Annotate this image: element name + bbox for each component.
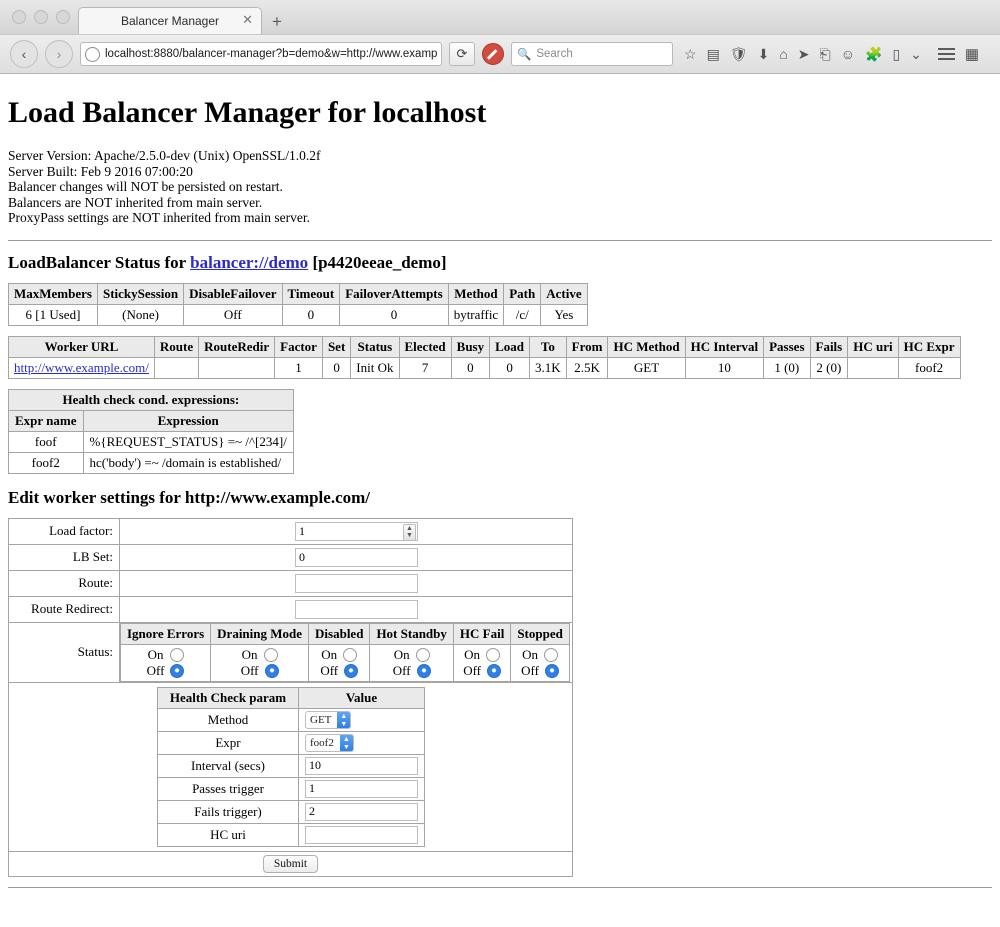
ignore-errors-on-row[interactable] <box>127 647 204 663</box>
draining-mode-on-radio[interactable] <box>264 648 278 662</box>
menu-button[interactable] <box>938 48 955 60</box>
submit-button[interactable]: Submit <box>263 855 318 873</box>
hc-param-interval-label: Interval (secs) <box>158 754 299 777</box>
hc-param-fails-label: Fails trigger) <box>158 800 299 823</box>
maximize-window-button[interactable] <box>56 10 70 24</box>
hc-expr-select[interactable] <box>305 734 354 752</box>
hc-param-uri-cell <box>299 823 425 846</box>
balancer-heading-prefix: LoadBalancer Status for <box>8 252 191 272</box>
col-hc-value: Value <box>299 687 425 708</box>
table-header-row <box>9 336 961 357</box>
table-row <box>9 357 961 378</box>
cell-failoverattempts: 0 <box>340 304 448 325</box>
hc-param-passes-label: Passes trigger <box>158 777 299 800</box>
table-row <box>158 731 425 754</box>
hc-param-fails-cell <box>299 800 425 823</box>
smiley-icon[interactable]: ☺ <box>840 46 856 62</box>
hc-param-uri-label: HC uri <box>158 823 299 846</box>
col-timeout: Timeout <box>282 283 340 304</box>
table-header-row <box>9 410 294 431</box>
divider <box>8 887 992 888</box>
table-header-row <box>158 687 425 708</box>
label-status: Status: <box>9 622 120 682</box>
address-bar[interactable] <box>80 42 442 66</box>
disabled-on-radio[interactable] <box>343 648 357 662</box>
col-hc-uri: HC uri <box>848 336 898 357</box>
worker-url-link[interactable]: http://www.example.com/ <box>14 359 149 375</box>
col-failoverattempts: FailoverAttempts <box>340 283 448 304</box>
form-row-health-check <box>9 682 573 851</box>
load-factor-input-wrap <box>295 522 418 541</box>
table-row <box>158 777 425 800</box>
search-input[interactable] <box>511 42 673 66</box>
cell-route <box>154 357 198 378</box>
stopped-on-row[interactable] <box>517 647 563 663</box>
form-row-route-redirect <box>9 596 573 622</box>
ignore-errors-off-row[interactable] <box>127 663 204 679</box>
disabled-off-row[interactable] <box>315 663 363 679</box>
field-route-cell <box>120 570 573 596</box>
health-check-expressions-table <box>8 389 294 474</box>
toggle-stopped[interactable] <box>511 644 570 681</box>
cell-from: 2.5K <box>566 357 608 378</box>
spinner-icon[interactable]: ▲ ▼ <box>403 524 416 541</box>
table-row <box>158 800 425 823</box>
hc-interval-input[interactable] <box>305 757 418 775</box>
globe-icon <box>85 47 100 62</box>
disabled-off-radio[interactable] <box>344 664 358 678</box>
chevron-down-icon[interactable]: ▲ ▼ <box>337 712 350 728</box>
col-route: Route <box>154 336 198 357</box>
field-route-redirect-cell <box>120 596 573 622</box>
table-row <box>158 708 425 731</box>
toolbar-icons <box>684 45 979 63</box>
cell-expression: %{REQUEST_STATUS} =~ /^[234]/ <box>83 431 293 452</box>
hot-standby-on-radio[interactable] <box>416 648 430 662</box>
col-expr-name: Expr name <box>9 410 84 431</box>
table-row <box>9 431 294 452</box>
cell-stickysession: (None) <box>97 304 183 325</box>
proxypass-note: ProxyPass settings are NOT inherited from main server. <box>8 210 310 225</box>
toggle-ignore-errors[interactable] <box>121 644 211 681</box>
col-set: Set <box>322 336 350 357</box>
off-label: Off <box>521 662 539 678</box>
col-routeredir: RouteRedir <box>199 336 275 357</box>
hc-fail-on-radio[interactable] <box>486 648 500 662</box>
hc-fail-off-radio[interactable] <box>487 664 501 678</box>
hc-param-expr-label: Expr <box>158 731 299 754</box>
cell-factor: 1 <box>275 357 323 378</box>
hc-fails-input[interactable] <box>305 803 418 821</box>
on-label: On <box>393 646 410 662</box>
hc-method-value: GET <box>310 713 332 726</box>
window-traffic-lights[interactable] <box>12 10 70 24</box>
cell-expr-name: foof <box>9 431 84 452</box>
col-hc-interval: HC Interval <box>685 336 764 357</box>
label-load-factor: Load factor: <box>9 518 120 544</box>
draining-mode-on-row[interactable] <box>217 647 302 663</box>
submit-cell <box>9 851 573 876</box>
label-route-redirect: Route Redirect: <box>9 596 120 622</box>
persist-note: Balancer changes will NOT be persisted on restart. <box>8 179 283 194</box>
bookmark-star-icon[interactable]: ☆ <box>684 45 697 62</box>
balancer-summary-table <box>8 283 588 326</box>
cell-load: 0 <box>490 357 530 378</box>
col-hc-param: Health Check param <box>158 687 299 708</box>
table-header-row <box>121 623 570 644</box>
col-passes: Passes <box>764 336 810 357</box>
col-draining-mode: Draining Mode <box>211 623 309 644</box>
col-hot-standby: Hot Standby <box>370 623 453 644</box>
hc-uri-input[interactable] <box>305 826 418 844</box>
field-lb-set-cell <box>120 544 573 570</box>
cell-to: 3.1K <box>530 357 567 378</box>
extension-icon[interactable]: 🧩 <box>865 45 883 62</box>
cell-routeredir <box>199 357 275 378</box>
forward-button[interactable]: › <box>45 40 73 68</box>
stopped-off-row[interactable] <box>517 663 563 679</box>
balancer-heading-suffix: [p4420eeae_demo] <box>308 252 447 272</box>
off-label: Off <box>320 662 339 678</box>
cell-path: /c/ <box>504 304 541 325</box>
edit-worker-heading: Edit worker settings for http://www.example.com/ <box>8 487 371 507</box>
table-caption-row <box>9 389 294 410</box>
cell-hc-uri <box>848 357 898 378</box>
block-content-icon[interactable] <box>482 43 504 65</box>
cell-worker-url <box>9 357 155 378</box>
inherit-note: Balancers are NOT inherited from main server. <box>8 194 263 210</box>
hc-param-method-label: Method <box>158 708 299 731</box>
col-busy: Busy <box>451 336 489 357</box>
col-stopped: Stopped <box>511 623 570 644</box>
col-method: Method <box>448 283 504 304</box>
health-check-params-cell <box>9 682 573 851</box>
chevron-down-icon[interactable]: ⌄ <box>910 45 922 62</box>
hc-passes-input[interactable] <box>305 780 418 798</box>
cell-method: bytraffic <box>448 304 504 325</box>
server-built: Server Built: Feb 9 2016 07:00:20 <box>8 163 193 179</box>
on-label: On <box>321 646 338 662</box>
field-load-factor-cell <box>120 518 573 544</box>
status-radio-row <box>121 644 570 681</box>
download-icon[interactable]: ⬇ <box>757 45 770 62</box>
hc-fail-on-row[interactable] <box>460 647 504 663</box>
status-cell <box>120 622 573 682</box>
tab-title: Balancer Manager <box>120 14 220 28</box>
balancer-status-heading <box>8 253 992 273</box>
off-label: Off <box>146 662 165 678</box>
toggle-draining-mode[interactable] <box>211 644 309 681</box>
col-maxmembers: MaxMembers <box>9 283 98 304</box>
hot-standby-off-row[interactable] <box>376 663 446 679</box>
route-input[interactable] <box>295 574 418 593</box>
cell-hc-interval: 10 <box>685 357 764 378</box>
back-button[interactable]: ‹ <box>10 40 38 68</box>
home-icon[interactable]: ⌂ <box>779 46 788 62</box>
page-title: Load Balancer Manager for localhost <box>8 96 487 129</box>
cell-status: Init Ok <box>351 357 399 378</box>
draining-mode-off-radio[interactable] <box>265 664 279 678</box>
col-to: To <box>530 336 567 357</box>
lb-set-input[interactable] <box>295 548 418 567</box>
ignore-errors-on-radio[interactable] <box>170 648 184 662</box>
load-factor-input[interactable] <box>295 522 418 541</box>
cell-timeout: 0 <box>282 304 340 325</box>
disabled-on-row[interactable] <box>315 647 363 663</box>
hc-param-passes-cell <box>299 777 425 800</box>
form-row-load-factor <box>9 518 573 544</box>
hot-standby-on-row[interactable] <box>376 647 446 663</box>
cell-expr-name: foof2 <box>9 452 84 473</box>
balancer-link[interactable]: balancer://demo <box>190 252 309 272</box>
hc-fail-off-row[interactable] <box>460 663 504 679</box>
table-row <box>158 754 425 777</box>
cell-busy: 0 <box>451 357 489 378</box>
toggle-hc-fail[interactable] <box>453 644 510 681</box>
col-from: From <box>566 336 608 357</box>
chevron-down-icon[interactable]: ▲ ▼ <box>340 735 353 751</box>
col-expression: Expression <box>83 410 293 431</box>
stopped-off-radio[interactable] <box>545 664 559 678</box>
apps-grid-icon[interactable]: ▦ <box>964 46 980 63</box>
on-label: On <box>522 646 539 662</box>
col-path: Path <box>504 283 541 304</box>
col-hc-fail: HC Fail <box>453 623 510 644</box>
browser-chrome <box>0 0 1000 74</box>
col-factor: Factor <box>275 336 323 357</box>
worker-table <box>8 336 961 379</box>
cell-hc-method: GET <box>608 357 685 378</box>
health-check-params-table <box>157 687 425 847</box>
table-row <box>9 304 588 325</box>
server-version: Server Version: Apache/2.5.0-dev (Unix) OpenSSL/1.0.2f <box>8 148 321 163</box>
cell-fails: 2 (0) <box>810 357 848 378</box>
status-toggles-table <box>120 623 570 682</box>
cell-active: Yes <box>541 304 587 325</box>
pocket-icon[interactable]: ⎗ <box>819 45 831 62</box>
col-fails: Fails <box>810 336 848 357</box>
col-hc-method: HC Method <box>608 336 685 357</box>
reader-view-icon[interactable]: ▤ <box>706 45 720 62</box>
cell-set: 0 <box>322 357 350 378</box>
col-load: Load <box>490 336 530 357</box>
server-info <box>8 148 992 226</box>
on-label: On <box>147 646 164 662</box>
hc-param-expr-cell <box>299 731 425 754</box>
edit-worker-form <box>8 518 573 877</box>
col-hc-expr: HC Expr <box>898 336 960 357</box>
reload-button[interactable]: ⟳ <box>449 42 475 66</box>
close-icon[interactable]: ✕ <box>242 12 253 27</box>
divider <box>8 240 992 241</box>
cell-hc-expr: foof2 <box>898 357 960 378</box>
cell-expression: hc('body') =~ /domain is established/ <box>83 452 293 473</box>
window-titlebar <box>0 0 1000 34</box>
route-redirect-input[interactable] <box>295 600 418 619</box>
cell-maxmembers: 6 [1 Used] <box>9 304 98 325</box>
form-row-lb-set <box>9 544 573 570</box>
cell-passes: 1 (0) <box>764 357 810 378</box>
draining-mode-off-row[interactable] <box>217 663 302 679</box>
toggle-disabled[interactable] <box>309 644 370 681</box>
hc-method-select[interactable] <box>305 711 351 729</box>
on-label: On <box>241 646 258 662</box>
off-label: Off <box>463 662 481 678</box>
stopped-on-radio[interactable] <box>544 648 558 662</box>
navigation-toolbar <box>0 34 1000 73</box>
hc-param-method-cell <box>299 708 425 731</box>
label-lb-set: LB Set: <box>9 544 120 570</box>
col-ignore-errors: Ignore Errors <box>121 623 211 644</box>
shield-icon[interactable]: 🛡 <box>729 45 748 62</box>
col-elected: Elected <box>399 336 451 357</box>
hc-expr-value: foof2 <box>310 736 334 749</box>
hc-param-interval-cell <box>299 754 425 777</box>
minimize-window-button[interactable] <box>34 10 48 24</box>
off-label: Off <box>240 662 259 678</box>
ignore-errors-off-radio[interactable] <box>170 664 184 678</box>
table-row <box>9 452 294 473</box>
new-tab-button[interactable]: + <box>272 12 282 31</box>
address-bar-text: localhost:8880/balancer-manager?b=demo&w=http://www.examp <box>105 48 438 60</box>
cell-elected: 7 <box>399 357 451 378</box>
table-row <box>158 823 425 846</box>
hc-expressions-caption: Health check cond. expressions: <box>9 389 294 410</box>
hot-standby-off-radio[interactable] <box>417 664 431 678</box>
clipboard-icon[interactable]: ▯ <box>892 45 901 62</box>
tab-balancer-manager[interactable] <box>78 7 262 34</box>
form-row-route <box>9 570 573 596</box>
col-stickysession: StickySession <box>97 283 183 304</box>
toggle-hot-standby[interactable] <box>370 644 453 681</box>
search-placeholder: Search <box>536 48 573 60</box>
label-route: Route: <box>9 570 120 596</box>
search-icon: 🔍 <box>517 49 532 61</box>
col-status: Status <box>351 336 399 357</box>
send-icon[interactable]: ➤ <box>797 45 810 62</box>
table-header-row <box>9 283 588 304</box>
form-row-submit <box>9 851 573 876</box>
on-label: On <box>464 646 481 662</box>
col-active: Active <box>541 283 587 304</box>
cell-disablefailover: Off <box>184 304 282 325</box>
off-label: Off <box>392 662 411 678</box>
close-window-button[interactable] <box>12 10 26 24</box>
col-worker-url: Worker URL <box>9 336 155 357</box>
col-disablefailover: DisableFailover <box>184 283 282 304</box>
page-content <box>0 96 1000 888</box>
form-row-status <box>9 622 573 682</box>
col-disabled: Disabled <box>309 623 370 644</box>
